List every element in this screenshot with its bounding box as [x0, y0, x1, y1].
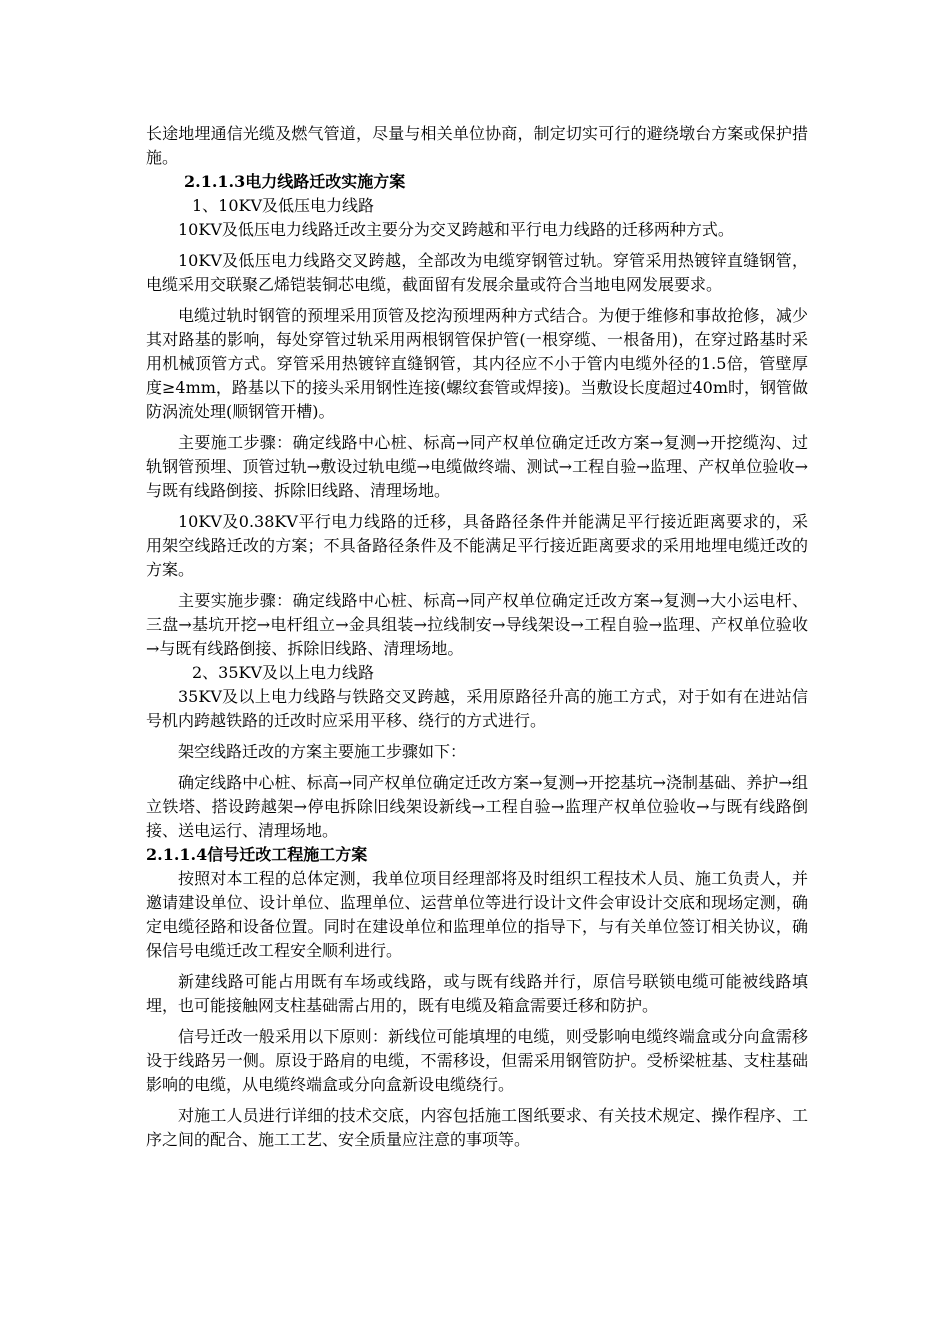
paragraph: 确定线路中心桩、标高→同产权单位确定迁改方案→复测→开挖基坑→浇制基础、养护→组立铁塔、搭设跨越架→停电拆除旧线架设新线→工程自验→监理产权单位验收→与既有线路倒接、送电运行、清理场地。 — [146, 773, 808, 840]
paragraph: 主要实施步骤：确定线路中心桩、标高→同产权单位确定迁改方案→复测→大小运电杆、三盘→基坑开挖→电杆组立→金具组装→拉线制安→导线架设→工程自验→监理、产权单位验收→与既有线路倒接、拆除旧线路、清理场地。 — [146, 591, 808, 658]
section-heading-2-1-1-3: 2.1.1.3电力线路迁改实施方案 — [184, 172, 406, 191]
paragraph: 架空线路迁改的方案主要施工步骤如下： — [178, 742, 467, 761]
list-item-heading: 1、10KV及低压电力线路 — [192, 196, 375, 215]
paragraph: 10KV及低压电力线路迁改主要分为交叉跨越和平行电力线路的迁移两种方式。 — [178, 220, 734, 239]
paragraph: 信号迁改一般采用以下原则：新线位可能填埋的电缆，则受影响电缆终端盒或分向盒需移设于线路另一侧。原设于路肩的电缆，不需移设，但需采用钢管防护。受桥梁桩基、支柱基础影响的电缆，从电缆终端盒或分向盒新设电缆绕行。 — [146, 1027, 808, 1094]
paragraph: 长途地埋通信光缆及燃气管道，尽量与相关单位协商，制定切实可行的避绕墩台方案或保护措施。 — [146, 124, 808, 167]
paragraph: 主要施工步骤：确定线路中心桩、标高→同产权单位确定迁改方案→复测→开挖缆沟、过轨钢管预埋、顶管过轨→敷设过轨电缆→电缆做终端、测试→工程自验→监理、产权单位验收→与既有线路倒接、拆除旧线路、清理场地。 — [146, 433, 808, 500]
paragraph: 10KV及低压电力线路交叉跨越，全部改为电缆穿钢管过轨。穿管采用热镀锌直缝钢管，电缆采用交联聚乙烯铠装铜芯电缆，截面留有发展余量或符合当地电网发展要求。 — [146, 251, 808, 294]
list-item-heading: 2、35KV及以上电力线路 — [192, 663, 375, 682]
paragraph: 新建线路可能占用既有车场或线路，或与既有线路并行，原信号联锁电缆可能被线路填埋，也可能接触网支柱基础需占用的，既有电缆及箱盒需要迁移和防护。 — [146, 972, 808, 1015]
paragraph: 按照对本工程的总体定测，我单位项目经理部将及时组织工程技术人员、施工负责人，并邀请建设单位、设计单位、监理单位、运营单位等进行设计文件会审设计交底和现场定测，确定电缆径路和设备位置。同时在建设单位和监理单位的指导下，与有关单位签订相关协议，确保信号电缆迁改工程安全顺利进行。 — [146, 869, 808, 960]
paragraph: 电缆过轨时钢管的预埋采用顶管及挖沟预埋两种方式结合。为便于维修和事故抢修，减少其对路基的影响，每处穿管过轨采用两根钢管保护管(一根穿缆、一根备用)，在穿过路基时采用机械顶管方式。穿管采用热镀锌直缝钢管，其内径应不小于管内电缆外径的1.5倍，管壁厚度≥4mm，路基以下的接头采用钢性连接(螺纹套管或焊接)。当敷设长度超过40m时，钢管做防涡流处理(顺钢管开槽)。 — [146, 306, 808, 421]
document-body — [146, 122, 808, 1152]
paragraph: 10KV及0.38KV平行电力线路的迁移，具备路径条件并能满足平行接近距离要求的，采用架空线路迁改的方案；不具备路径条件及不能满足平行接近距离要求的采用地埋电缆迁改的方案。 — [146, 512, 808, 579]
section-heading-2-1-1-4: 2.1.1.4信号迁改工程施工方案 — [146, 845, 368, 864]
paragraph: 对施工人员进行详细的技术交底，内容包括施工图纸要求、有关技术规定、操作程序、工序之间的配合、施工工艺、安全质量应注意的事项等。 — [146, 1106, 808, 1149]
paragraph: 35KV及以上电力线路与铁路交叉跨越，采用原路径升高的施工方式，对于如有在进站信号机内跨越铁路的迁改时应采用平移、绕行的方式进行。 — [146, 687, 808, 730]
